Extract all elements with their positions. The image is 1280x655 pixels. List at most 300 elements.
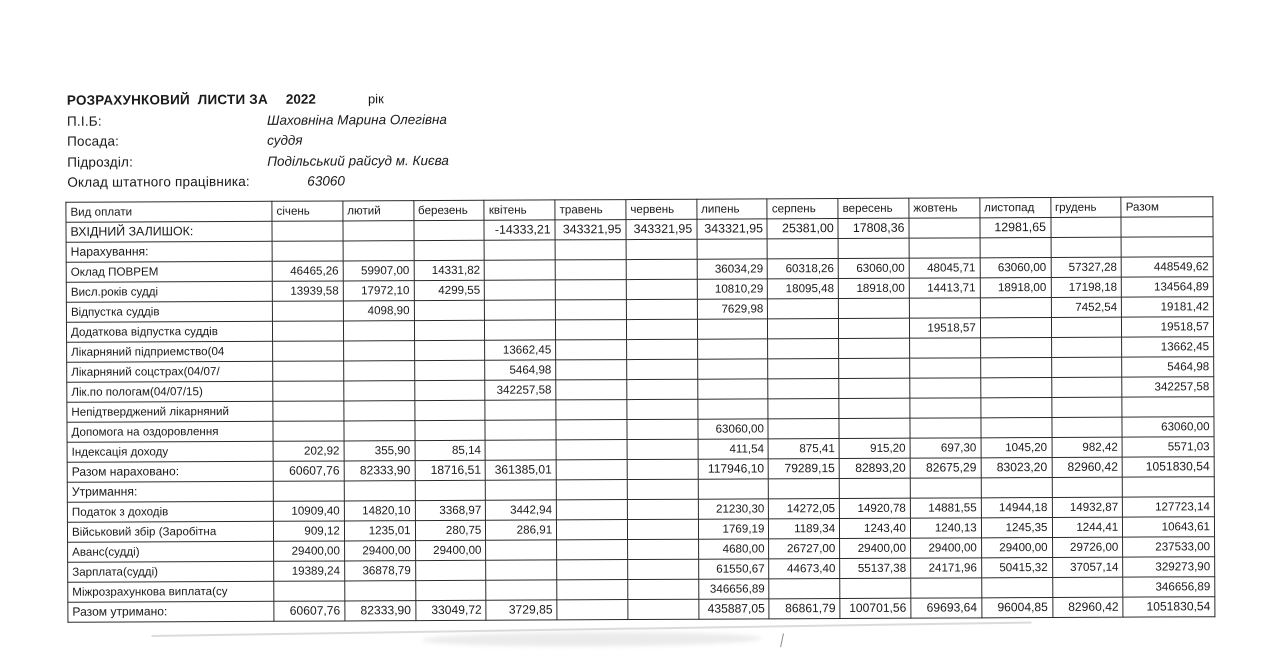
cell-month-4 bbox=[485, 300, 556, 320]
cell-month-12: 82960,42 bbox=[1052, 457, 1123, 477]
cell-month-6 bbox=[627, 379, 698, 399]
cell-month-12: 1244,41 bbox=[1052, 517, 1123, 537]
row-label-accrual-8: Непідтверджений лікарняний bbox=[67, 401, 273, 422]
page-title: РОЗРАХУНКОВИЙ ЛИСТИ ЗА bbox=[66, 91, 268, 108]
cell-month-5 bbox=[557, 600, 628, 620]
cell-month-1 bbox=[272, 241, 343, 261]
cell-month-10: 1240,13 bbox=[910, 518, 981, 538]
withheld-total-row-label: Разом утримано: bbox=[68, 601, 274, 622]
cell-month-3 bbox=[414, 220, 485, 240]
cell-month-12 bbox=[1051, 377, 1122, 397]
cell-month-8: 60318,26 bbox=[768, 259, 839, 279]
cell-month-7 bbox=[697, 339, 768, 359]
cell-month-2 bbox=[344, 481, 415, 501]
cell-month-5 bbox=[555, 240, 626, 260]
cell-total: 1051830,54 bbox=[1123, 597, 1215, 617]
row-label-accrual-5: Лікарняний підприемство(04 bbox=[67, 341, 273, 362]
cell-month-8: 875,41 bbox=[768, 439, 839, 459]
row-label-accrual-4: Додаткова відпустка суддів bbox=[66, 321, 272, 342]
cell-month-5 bbox=[556, 440, 627, 460]
cell-month-8 bbox=[768, 339, 839, 359]
column-header-month-7: липень bbox=[697, 199, 768, 219]
cell-month-4: 361385,01 bbox=[486, 460, 557, 480]
cell-total: 346656,89 bbox=[1123, 577, 1215, 597]
cell-total: 237533,00 bbox=[1123, 537, 1215, 557]
cell-month-12 bbox=[1050, 217, 1121, 237]
cell-month-3 bbox=[414, 400, 485, 420]
cell-month-12 bbox=[1051, 337, 1122, 357]
cell-month-1 bbox=[273, 321, 344, 341]
cell-month-3 bbox=[415, 580, 486, 600]
cell-month-3: 3368,97 bbox=[415, 500, 486, 520]
row-label-accrual-3: Відпустка суддів bbox=[66, 301, 272, 322]
table-body bbox=[66, 217, 1215, 623]
cell-month-6 bbox=[627, 399, 698, 419]
cell-month-7: 4680,00 bbox=[698, 539, 769, 559]
column-header-month-10: жовтень bbox=[909, 198, 980, 218]
cell-month-2: 82333,90 bbox=[344, 461, 415, 481]
cell-month-11: 83023,20 bbox=[981, 457, 1052, 477]
cell-month-8: 14272,05 bbox=[769, 499, 840, 519]
cell-month-12 bbox=[1051, 317, 1122, 337]
cell-total: 1051830,54 bbox=[1122, 457, 1214, 477]
cell-month-5 bbox=[556, 320, 627, 340]
cell-month-7: 411,54 bbox=[698, 439, 769, 459]
cell-month-7: 10810,29 bbox=[697, 279, 768, 299]
cell-month-9 bbox=[838, 238, 909, 258]
cell-month-8: 44673,40 bbox=[769, 559, 840, 579]
cell-month-11 bbox=[980, 357, 1051, 377]
cell-month-11 bbox=[981, 397, 1052, 417]
cell-month-4: -14333,21 bbox=[484, 220, 555, 240]
cell-month-2: 82333,90 bbox=[345, 601, 416, 621]
cell-month-10: 697,30 bbox=[910, 438, 981, 458]
cell-month-5 bbox=[556, 340, 627, 360]
column-header-month-2: лютий bbox=[343, 201, 414, 221]
year-unit-label: рік bbox=[367, 91, 384, 107]
cell-month-4 bbox=[485, 420, 556, 440]
year-value: 2022 bbox=[285, 91, 316, 107]
cell-month-10: 19518,57 bbox=[909, 318, 980, 338]
cell-month-8: 25381,00 bbox=[767, 219, 838, 239]
pen-mark bbox=[780, 633, 784, 647]
cell-month-7: 435887,05 bbox=[699, 599, 770, 619]
cell-month-4: 286,91 bbox=[486, 520, 557, 540]
position-value: суддя bbox=[267, 132, 303, 148]
cell-month-2: 36878,79 bbox=[344, 561, 415, 581]
cell-month-10: 69693,64 bbox=[911, 598, 982, 618]
cell-month-4: 342257,58 bbox=[485, 380, 556, 400]
cell-month-6 bbox=[628, 559, 699, 579]
salary-row bbox=[67, 172, 707, 196]
cell-month-8 bbox=[769, 579, 840, 599]
cell-month-1 bbox=[273, 421, 344, 441]
cell-month-11 bbox=[980, 297, 1051, 317]
column-header-month-8: серпень bbox=[767, 199, 838, 219]
cell-total: 13662,45 bbox=[1122, 337, 1214, 357]
cell-month-2: 4098,90 bbox=[343, 301, 414, 321]
cell-month-2: 14820,10 bbox=[344, 501, 415, 521]
cell-month-11: 14944,18 bbox=[981, 497, 1052, 517]
cell-month-8 bbox=[768, 379, 839, 399]
cell-month-3: 14331,82 bbox=[414, 260, 485, 280]
cell-month-6 bbox=[627, 499, 698, 519]
cell-month-1 bbox=[273, 381, 344, 401]
cell-month-12 bbox=[1052, 477, 1123, 497]
cell-total bbox=[1122, 397, 1214, 417]
cell-month-8: 18095,48 bbox=[768, 279, 839, 299]
cell-month-5 bbox=[555, 260, 626, 280]
cell-month-7: 343321,95 bbox=[697, 219, 768, 239]
cell-month-10: 82675,29 bbox=[910, 458, 981, 478]
cell-month-1: 60607,76 bbox=[273, 461, 344, 481]
cell-month-1: 19389,24 bbox=[274, 561, 345, 581]
accrued-total-row-label: Разом нараховано: bbox=[67, 461, 273, 482]
cell-month-12: 57327,28 bbox=[1051, 257, 1122, 277]
cell-month-3 bbox=[415, 560, 486, 580]
salary-label: Оклад штатного працівника: bbox=[67, 173, 250, 190]
cell-total: 329273,90 bbox=[1123, 557, 1215, 577]
cell-month-2: 29400,00 bbox=[344, 541, 415, 561]
cell-month-2 bbox=[343, 321, 414, 341]
cell-month-9: 29400,00 bbox=[840, 538, 911, 558]
cell-month-8 bbox=[768, 419, 839, 439]
cell-month-8 bbox=[768, 359, 839, 379]
cell-month-1 bbox=[273, 481, 344, 501]
cell-month-7: 36034,29 bbox=[697, 259, 768, 279]
cell-month-4 bbox=[486, 480, 557, 500]
cell-month-5 bbox=[556, 380, 627, 400]
cell-month-1 bbox=[272, 221, 343, 241]
row-label-deduction-1: Податок з доходів bbox=[67, 501, 273, 522]
cell-month-9: 915,20 bbox=[839, 438, 910, 458]
cell-month-12 bbox=[1052, 577, 1123, 597]
cell-month-4 bbox=[485, 280, 556, 300]
cell-month-10 bbox=[910, 478, 981, 498]
deductions-section-label-label: Утримання: bbox=[67, 481, 273, 502]
cell-month-10 bbox=[910, 338, 981, 358]
cell-month-9 bbox=[839, 398, 910, 418]
cell-month-8: 79289,15 bbox=[769, 459, 840, 479]
cell-month-6 bbox=[627, 519, 698, 539]
cell-month-6: 343321,95 bbox=[626, 219, 697, 239]
cell-month-5: 343321,95 bbox=[555, 220, 626, 240]
cell-month-11: 18918,00 bbox=[980, 277, 1051, 297]
cell-month-3 bbox=[414, 340, 485, 360]
cell-month-4: 3729,85 bbox=[486, 600, 557, 620]
cell-month-9: 17808,36 bbox=[838, 218, 909, 238]
cell-month-4 bbox=[486, 580, 557, 600]
cell-month-7: 61550,67 bbox=[698, 559, 769, 579]
cell-total: 10643,61 bbox=[1123, 517, 1215, 537]
cell-month-3 bbox=[414, 300, 485, 320]
cell-month-10: 14881,55 bbox=[910, 498, 981, 518]
cell-month-9 bbox=[839, 358, 910, 378]
cell-month-12 bbox=[1051, 357, 1122, 377]
cell-month-6 bbox=[626, 279, 697, 299]
cell-month-12: 82960,42 bbox=[1052, 597, 1123, 617]
cell-month-7: 117946,10 bbox=[698, 459, 769, 479]
cell-month-9: 55137,38 bbox=[840, 558, 911, 578]
cell-month-7 bbox=[698, 399, 769, 419]
cell-month-1: 10909,40 bbox=[273, 501, 344, 521]
cell-month-3: 33049,72 bbox=[415, 600, 486, 620]
cell-month-6 bbox=[626, 239, 697, 259]
cell-total: 5571,03 bbox=[1122, 437, 1214, 457]
cell-month-3: 85,14 bbox=[415, 440, 486, 460]
cell-month-3: 280,75 bbox=[415, 520, 486, 540]
column-header-month-9: вересень bbox=[838, 198, 909, 218]
cell-month-2: 1235,01 bbox=[344, 521, 415, 541]
cell-month-4 bbox=[484, 240, 555, 260]
cell-total bbox=[1121, 217, 1213, 237]
cell-total: 127723,14 bbox=[1123, 497, 1215, 517]
column-header-month-5: травень bbox=[555, 200, 626, 220]
row-label-deduction-3: Аванс(судді) bbox=[68, 541, 274, 562]
cell-month-7 bbox=[697, 359, 768, 379]
fullname-value: Шаховніна Марина Олегівна bbox=[266, 111, 447, 128]
cell-month-2: 355,90 bbox=[344, 441, 415, 461]
row-label-deduction-5: Міжрозрахункова виплата(су bbox=[68, 581, 274, 602]
row-label-accrual-7: Лік.по пологам(04/07/15) bbox=[67, 381, 273, 402]
cell-month-10 bbox=[911, 578, 982, 598]
row-label-deduction-2: Військовий збір (Заробітна bbox=[67, 521, 273, 542]
cell-month-9 bbox=[839, 378, 910, 398]
cell-month-3 bbox=[414, 240, 485, 260]
cell-month-5 bbox=[557, 520, 628, 540]
cell-month-10 bbox=[910, 418, 981, 438]
cell-month-10 bbox=[909, 218, 980, 238]
position-label: Посада: bbox=[67, 133, 120, 149]
cell-month-12: 29726,00 bbox=[1052, 537, 1123, 557]
cell-month-11: 96004,85 bbox=[982, 597, 1053, 617]
cell-month-7 bbox=[697, 239, 768, 259]
cell-total: 5464,98 bbox=[1122, 357, 1214, 377]
cell-month-9: 18918,00 bbox=[838, 278, 909, 298]
column-header-month-6: червень bbox=[626, 199, 697, 219]
column-header-month-3: березень bbox=[413, 200, 484, 220]
column-header-month-1: січень bbox=[272, 201, 343, 221]
cell-month-6 bbox=[628, 599, 699, 619]
cell-month-4 bbox=[485, 440, 556, 460]
column-header-total: Разом bbox=[1121, 197, 1213, 217]
cell-month-10 bbox=[910, 398, 981, 418]
cell-total bbox=[1123, 477, 1215, 497]
row-label-accrual-6: Лікарняний соцстрах(04/07/ bbox=[67, 361, 273, 382]
fullname-label: П.І.Б: bbox=[66, 113, 102, 129]
cell-month-11: 50415,32 bbox=[981, 557, 1052, 577]
column-header-month-12: грудень bbox=[1050, 197, 1121, 217]
cell-month-11: 1245,35 bbox=[981, 517, 1052, 537]
cell-month-8: 86861,79 bbox=[769, 599, 840, 619]
cell-month-5 bbox=[556, 360, 627, 380]
cell-month-2: 59907,00 bbox=[343, 261, 414, 281]
cell-month-9 bbox=[839, 318, 910, 338]
scan-smudge bbox=[421, 631, 761, 647]
cell-total bbox=[1121, 237, 1213, 257]
cell-month-11 bbox=[980, 337, 1051, 357]
cell-month-12 bbox=[1051, 237, 1122, 257]
cell-month-9 bbox=[839, 418, 910, 438]
row-label-accrual-9: Допомога на оздоровлення bbox=[67, 421, 273, 442]
cell-month-1: 46465,26 bbox=[272, 261, 343, 281]
cell-month-8 bbox=[769, 479, 840, 499]
cell-month-9: 82893,20 bbox=[839, 458, 910, 478]
cell-month-5 bbox=[556, 460, 627, 480]
cell-month-11: 63060,00 bbox=[980, 257, 1051, 277]
cell-month-11 bbox=[980, 317, 1051, 337]
column-header-month-4: квітень bbox=[484, 200, 555, 220]
row-label-accrual-1: Оклад ПОВРЕМ bbox=[66, 261, 272, 282]
cell-month-8: 26727,00 bbox=[769, 539, 840, 559]
cell-month-10: 48045,71 bbox=[909, 258, 980, 278]
cell-month-9 bbox=[839, 478, 910, 498]
cell-month-2 bbox=[344, 421, 415, 441]
salary-value: 63060 bbox=[307, 173, 345, 189]
cell-month-2 bbox=[344, 401, 415, 421]
cell-month-1 bbox=[273, 341, 344, 361]
cell-month-6 bbox=[627, 539, 698, 559]
cell-month-12: 17198,18 bbox=[1051, 277, 1122, 297]
payslip-table bbox=[65, 196, 1215, 623]
cell-month-12 bbox=[1051, 397, 1122, 417]
cell-total: 19518,57 bbox=[1122, 317, 1214, 337]
cell-month-1 bbox=[272, 301, 343, 321]
cell-month-1: 60607,76 bbox=[274, 601, 345, 621]
cell-month-5 bbox=[556, 480, 627, 500]
cell-month-3: 4299,55 bbox=[414, 280, 485, 300]
cell-month-4: 5464,98 bbox=[485, 360, 556, 380]
cell-month-3 bbox=[415, 480, 486, 500]
cell-month-1 bbox=[274, 581, 345, 601]
cell-month-6 bbox=[627, 479, 698, 499]
cell-month-8 bbox=[768, 299, 839, 319]
cell-month-4 bbox=[485, 260, 556, 280]
cell-month-6 bbox=[626, 259, 697, 279]
cell-month-3: 18716,51 bbox=[415, 460, 486, 480]
cell-month-12: 14932,87 bbox=[1052, 497, 1123, 517]
cell-month-7 bbox=[698, 479, 769, 499]
cell-month-12: 982,42 bbox=[1052, 437, 1123, 457]
cell-month-4: 13662,45 bbox=[485, 340, 556, 360]
cell-month-7 bbox=[697, 379, 768, 399]
document-header bbox=[67, 90, 707, 196]
withheld-total-row bbox=[68, 597, 1215, 623]
cell-month-6 bbox=[628, 579, 699, 599]
cell-month-2 bbox=[345, 581, 416, 601]
cell-month-6 bbox=[627, 439, 698, 459]
cell-month-10 bbox=[910, 378, 981, 398]
cell-month-1: 29400,00 bbox=[274, 541, 345, 561]
cell-month-6 bbox=[626, 319, 697, 339]
accruals-section-label-label: Нарахування: bbox=[66, 241, 272, 262]
cell-month-2 bbox=[344, 361, 415, 381]
cell-month-11: 12981,65 bbox=[980, 217, 1051, 237]
cell-month-11: 29400,00 bbox=[981, 537, 1052, 557]
cell-month-7: 7629,98 bbox=[697, 299, 768, 319]
cell-month-1: 909,12 bbox=[274, 521, 345, 541]
cell-month-11 bbox=[981, 577, 1052, 597]
cell-month-3 bbox=[415, 420, 486, 440]
cell-month-7: 63060,00 bbox=[698, 419, 769, 439]
cell-month-7 bbox=[697, 319, 768, 339]
cell-month-5 bbox=[557, 560, 628, 580]
cell-month-9: 100701,56 bbox=[840, 598, 911, 618]
cell-month-8 bbox=[768, 319, 839, 339]
cell-month-7: 346656,89 bbox=[698, 579, 769, 599]
cell-month-5 bbox=[557, 540, 628, 560]
cell-month-3 bbox=[414, 380, 485, 400]
cell-month-3 bbox=[414, 320, 485, 340]
cell-month-5 bbox=[556, 500, 627, 520]
cell-month-10: 29400,00 bbox=[911, 538, 982, 558]
cell-month-2 bbox=[343, 221, 414, 241]
cell-month-12: 7452,54 bbox=[1051, 297, 1122, 317]
cell-month-2 bbox=[343, 241, 414, 261]
cell-month-11: 1045,20 bbox=[981, 437, 1052, 457]
cell-month-7: 1769,19 bbox=[698, 519, 769, 539]
opening-balance-label: ВХІДНИЙ ЗАЛИШОК: bbox=[66, 221, 272, 242]
cell-month-9 bbox=[839, 298, 910, 318]
cell-month-3: 29400,00 bbox=[415, 540, 486, 560]
cell-month-8 bbox=[768, 239, 839, 259]
cell-month-5 bbox=[556, 420, 627, 440]
cell-total: 63060,00 bbox=[1122, 417, 1214, 437]
cell-month-5 bbox=[556, 300, 627, 320]
cell-total: 342257,58 bbox=[1122, 377, 1214, 397]
division-label: Підрозділ: bbox=[67, 153, 134, 170]
cell-month-8: 1189,34 bbox=[769, 519, 840, 539]
cell-month-6 bbox=[627, 359, 698, 379]
cell-total: 19181,42 bbox=[1122, 297, 1214, 317]
cell-month-1: 13939,58 bbox=[272, 281, 343, 301]
cell-month-2 bbox=[343, 341, 414, 361]
cell-month-4 bbox=[485, 320, 556, 340]
row-label-deduction-4: Зарплата(судді) bbox=[68, 561, 274, 582]
cell-month-6 bbox=[627, 419, 698, 439]
cell-month-8 bbox=[768, 399, 839, 419]
row-label-accrual-2: Висл.років судді bbox=[66, 281, 272, 302]
cell-month-5 bbox=[556, 400, 627, 420]
cell-month-11 bbox=[980, 377, 1051, 397]
cell-month-2 bbox=[344, 381, 415, 401]
cell-month-12: 37057,14 bbox=[1052, 557, 1123, 577]
division-value: Подільський райсуд м. Києва bbox=[267, 152, 449, 169]
cell-month-10 bbox=[909, 238, 980, 258]
cell-month-6 bbox=[627, 459, 698, 479]
row-label-accrual-10: Індексація доходу bbox=[67, 441, 273, 462]
cell-month-9: 1243,40 bbox=[840, 518, 911, 538]
cell-month-1 bbox=[273, 401, 344, 421]
cell-month-4 bbox=[485, 400, 556, 420]
cell-month-10: 14413,71 bbox=[909, 278, 980, 298]
cell-month-9 bbox=[839, 338, 910, 358]
cell-month-10: 24171,96 bbox=[911, 558, 982, 578]
cell-total: 448549,62 bbox=[1121, 257, 1213, 277]
cell-month-5 bbox=[555, 280, 626, 300]
cell-month-1 bbox=[273, 361, 344, 381]
cell-month-1: 202,92 bbox=[273, 441, 344, 461]
cell-month-11 bbox=[980, 237, 1051, 257]
cell-month-10 bbox=[910, 358, 981, 378]
cell-month-2: 17972,10 bbox=[343, 281, 414, 301]
cell-month-9: 14920,78 bbox=[840, 498, 911, 518]
cell-month-3 bbox=[414, 360, 485, 380]
cell-month-5 bbox=[557, 580, 628, 600]
cell-month-10 bbox=[909, 298, 980, 318]
cell-month-4: 3442,94 bbox=[486, 500, 557, 520]
cell-month-11 bbox=[981, 477, 1052, 497]
